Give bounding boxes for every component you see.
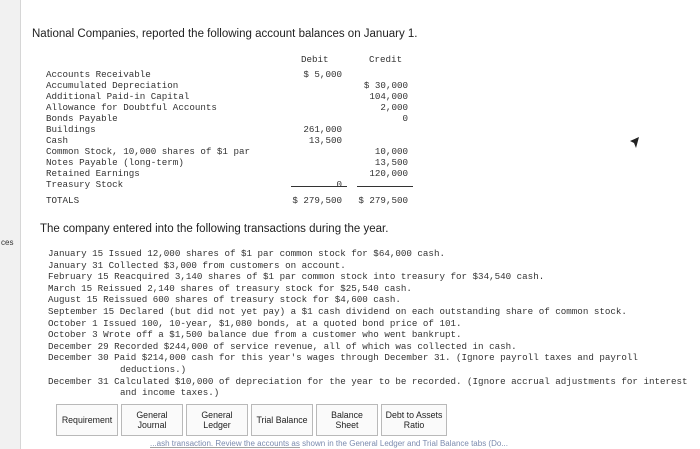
transaction-date: December 29 (48, 340, 109, 352)
account-credit: 2,000 (380, 102, 408, 113)
requirement-tabs (56, 404, 450, 436)
account-row (46, 124, 416, 135)
transactions-intro: The company entered into the following transactions during the year. (40, 223, 389, 235)
account-name: Allowance for Doubtful Accounts (46, 102, 217, 113)
account-name: Notes Payable (long-term) (46, 157, 184, 168)
transaction-text: Paid $214,000 cash for this year's wages through December 31. (Ignore payroll taxes and payroll (114, 352, 638, 364)
transaction-text: Reissued 2,140 shares of treasury stock for $25,540 cash. (97, 282, 412, 294)
transaction-date: January 15 (48, 248, 104, 259)
account-row (46, 168, 416, 179)
transaction-item (48, 318, 698, 330)
account-name: Common Stock, 10,000 shares of $1 par (46, 146, 250, 157)
transaction-date: January 31 (48, 259, 104, 271)
transaction-text: Issued 12,000 shares of $1 par common stock for $64,000 cash. (108, 248, 445, 259)
transaction-text: Collected $3,000 from customers on account. (108, 259, 346, 271)
transaction-date: December 31 (48, 375, 109, 387)
tab-trial-balance[interactable]: Trial Balance (251, 404, 313, 436)
transaction-text: Reacquired 3,140 shares of $1 par common stock into treasury for $34,540 cash. (114, 271, 545, 283)
transaction-date: August 15 (48, 294, 98, 306)
transaction-item (48, 341, 698, 353)
totals-credit: $ 279,500 (358, 195, 408, 206)
transaction-text: Wrote off a $1,500 balance due from a customer who went bankrupt. (103, 329, 462, 341)
transaction-item (48, 271, 698, 283)
transaction-text: Recorded $244,000 of service revenue, all of which was collected in cash. (114, 340, 517, 352)
transaction-date: October 3 (48, 329, 98, 341)
totals-debit: $ 279,500 (292, 195, 342, 206)
account-row (46, 69, 416, 80)
tab-general-ledger[interactable]: General Ledger (186, 404, 248, 436)
partial-instruction-text: ...ash transaction. Review the accounts as shown in the General Ledger and Trial Balance tabs (Do... (150, 439, 508, 448)
account-row (46, 113, 416, 124)
totals-row (46, 195, 416, 206)
transaction-item (48, 283, 698, 295)
tab-balance-sheet[interactable]: Balance Sheet (316, 404, 378, 436)
account-row (46, 157, 416, 168)
transaction-date: December 30 (48, 352, 109, 364)
account-name: Accumulated Depreciation (46, 80, 179, 91)
account-row (46, 179, 416, 190)
transaction-text: Calculated $10,000 of depreciation for the year to be recorded. (Ignore accrual adjustments for interest (114, 375, 688, 387)
account-credit: 10,000 (374, 146, 408, 157)
sidebar-fragment-text: ces (1, 238, 14, 247)
account-name: Treasury Stock (46, 179, 124, 190)
credit-header: Credit (369, 54, 403, 65)
transaction-text: Reissued 600 shares of treasury stock for $4,600 cash. (103, 294, 401, 306)
account-debit: $ 5,000 (303, 69, 342, 80)
left-sidebar-strip (0, 0, 21, 449)
account-name: Additional Paid-in Capital (46, 91, 190, 102)
transaction-item (48, 329, 698, 341)
account-credit: $ 30,000 (363, 80, 408, 91)
account-name: Retained Earnings (46, 168, 140, 179)
transaction-item (48, 248, 698, 260)
transaction-text: Issued 100, 10-year, $1,080 bonds, at a quoted bond price of 101. (103, 317, 462, 329)
account-credit: 120,000 (369, 168, 408, 179)
transaction-date: March 15 (48, 282, 93, 294)
account-row (46, 80, 416, 91)
transaction-date: October 1 (48, 317, 98, 329)
credit-total-rule (357, 186, 413, 187)
transaction-item (48, 260, 698, 272)
account-row (46, 146, 416, 157)
transaction-item (48, 376, 698, 388)
transaction-continuation: deductions.) (120, 363, 187, 375)
debit-total-rule (291, 186, 347, 187)
tab-general-journal[interactable]: General Journal (121, 404, 183, 436)
transaction-item (48, 306, 698, 318)
problem-intro: National Companies, reported the following account balances on January 1. (32, 28, 418, 40)
transaction-date: September 15 (48, 305, 115, 317)
account-name: Cash (46, 135, 69, 146)
transaction-item (48, 294, 698, 306)
account-name: Accounts Receivable (46, 69, 151, 80)
account-name: Buildings (46, 124, 96, 135)
account-credit: 0 (402, 113, 408, 124)
account-debit: 0 (336, 179, 342, 190)
transaction-date: February 15 (48, 271, 109, 283)
account-balances-table (46, 54, 416, 214)
account-name: Bonds Payable (46, 113, 118, 124)
totals-label: TOTALS (46, 195, 80, 206)
tab-requirement[interactable]: Requirement (56, 404, 118, 436)
account-debit: 261,000 (303, 124, 342, 135)
account-credit: 104,000 (369, 91, 408, 102)
account-row (46, 102, 416, 113)
transaction-item (48, 352, 698, 364)
transactions-list (48, 248, 698, 399)
partial-instruction-rule (150, 447, 300, 448)
tab-debt-to-assets-ratio[interactable]: Debt to Assets Ratio (381, 404, 447, 436)
account-row (46, 135, 416, 146)
debit-header: Debit (301, 54, 329, 65)
account-debit: 13,500 (308, 135, 342, 146)
mouse-cursor-icon (628, 136, 640, 150)
account-row (46, 91, 416, 102)
transaction-continuation: and income taxes.) (120, 387, 220, 399)
transaction-text: Declared (but did not yet pay) a $1 cash dividend on each outstanding share of common stock. (119, 305, 627, 317)
account-credit: 13,500 (374, 157, 408, 168)
